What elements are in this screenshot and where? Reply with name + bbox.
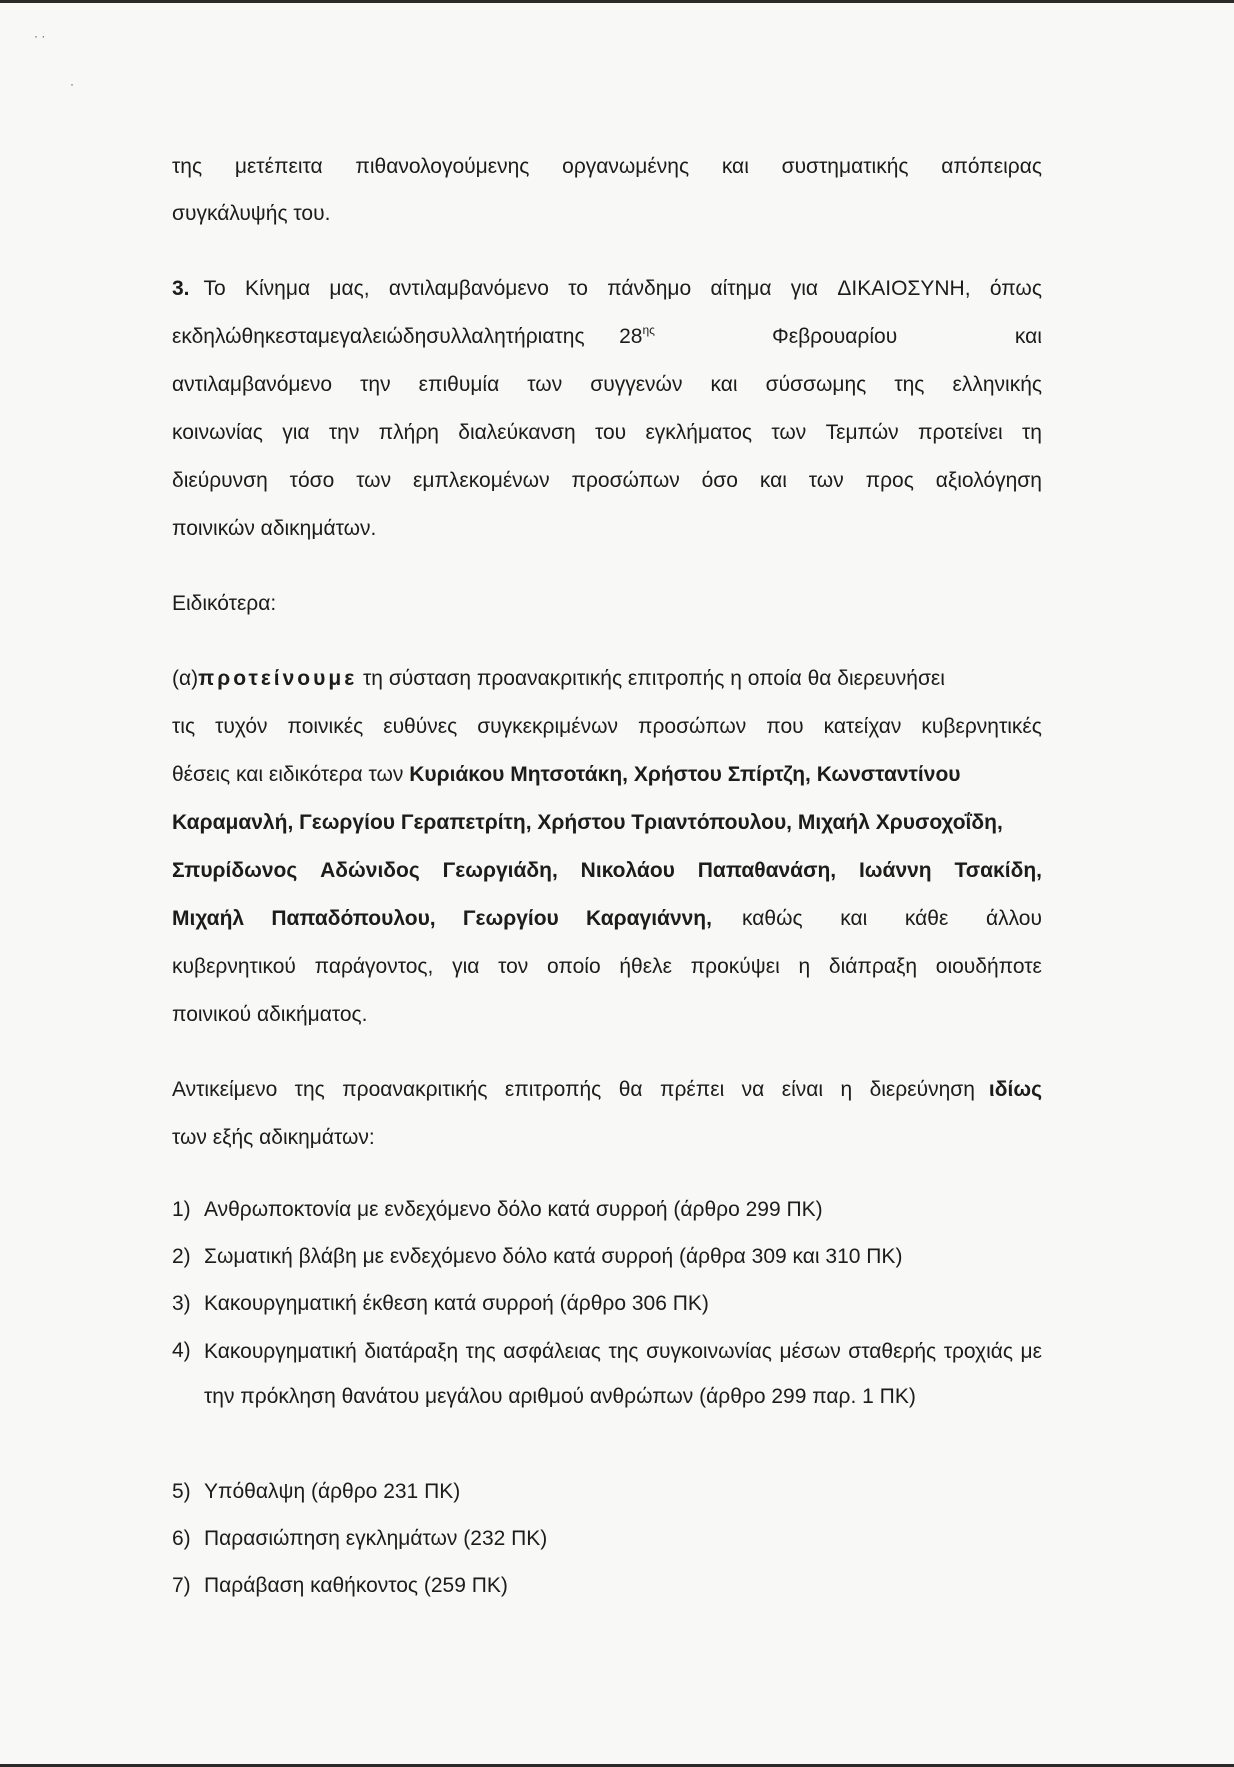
word: αίτημα [710,277,772,300]
list-item-number: 1) [172,1198,191,1221]
proposal-line-7 [172,950,1042,983]
word: οργανωμένης [562,155,690,178]
word: Φεβρουαρίου [771,325,898,348]
proposal-line-1-rest: τη σύσταση προανακριτικής επιτροπής η οποία θα διερευνήσει [357,667,945,690]
section3-line-1 [172,272,1042,305]
word: αξιολόγηση [935,469,1042,492]
list-item-text: Κακουργηματική διατάραξη της ασφάλειας της συγκοινωνίας μέσων σταθερής τροχιάς με την πρόκληση θανάτου μεγάλου αριθμού ανθρώπων (άρθρο 299 παρ. 1 ΠΚ) [204,1340,1042,1408]
word: Τεμπών [825,421,899,444]
list-item-text: Κακουργηματική έκθεση κατά συρροή (άρθρο 306 ΠΚ) [204,1292,709,1315]
proposal-line-6 [172,902,1042,935]
word: Καραγιάννη, [586,907,712,930]
word: των [808,469,844,492]
word: πιθανολογούμενης [355,155,530,178]
section3-line-4 [172,416,1042,449]
word: της [172,155,203,178]
word: κοινωνίας [172,421,263,444]
word: Μιχαήλ [172,907,245,930]
word: συστηματικής [781,155,909,178]
word: τυχόν [215,715,268,738]
word: η [840,1078,853,1101]
persons-list-part-1: Κυριάκου Μητσοτάκη, Χρήστου Σπίρτζη, Κωνσταντίνου [409,763,961,786]
list-item-number: 7) [172,1574,191,1597]
word: αντιλαμβανόμενο [172,373,333,396]
proposal-line-3-plain: θέσεις και ειδικότερα των [172,763,410,786]
word: προανακριτικής [342,1078,488,1101]
word: εκδηλώθηκε [172,325,285,348]
section3-line-2-after [772,320,1042,353]
word: εγκλήματος [645,421,753,444]
word: και [721,155,749,178]
word: τόσο [289,469,335,492]
proposal-line-2 [172,710,1042,743]
word: Αδώνιδος [320,859,420,882]
word: που [766,715,804,738]
word: θα [618,1078,643,1101]
proposal-verb: προτείνουμε [198,667,358,690]
word: κατείχαν [823,715,902,738]
word: επιτροπής [504,1078,602,1101]
persons-list-part-2: Καραμανλή, Γεωργίου Γεραπετρίτη, Χρήστου Τριαντόπουλου, Μιχαήλ Χρυσοχοΐδη, [172,811,1003,834]
proposal-line-8: ποινικού αδικήματος. [172,1003,368,1026]
word: και [1014,325,1042,348]
word: Παπαθανάση, [697,859,837,882]
word: Κίνημα [245,277,311,300]
word: Ιωάννη [858,859,932,882]
scan-edge-top [0,0,1234,3]
word: Νικολάου [580,859,675,882]
word: απόπειρας [941,155,1042,178]
word: κυβερνητικές [921,715,1042,738]
section3-line-6: ποινικών αδικημάτων. [172,517,377,540]
word: συγγενών [590,373,683,396]
word: Γεωργίου [462,907,559,930]
section-number: 3. [172,277,190,300]
word: Αντικείμενο [172,1078,278,1101]
word: Τσακίδη, [954,859,1042,882]
intro-line-2: συγκάλυψής του. [172,202,331,225]
word: εμπλεκομένων [412,469,550,492]
section3-line-5 [172,464,1042,497]
word: Σπυρίδωνος [172,859,298,882]
intro-line-1 [172,150,1042,183]
word: κυβερνητικού [172,955,296,978]
word: του [594,421,627,444]
word: της [294,1078,325,1101]
word: συγκεκριμένων [477,715,618,738]
list-item-number: 2) [172,1245,191,1268]
word: μας, [329,277,370,300]
word: όπως [989,277,1042,300]
word: την [360,373,391,396]
object-emphasis: ιδίως [988,1078,1042,1101]
list-item-number: 6) [172,1527,191,1550]
word: ποινικές [287,715,364,738]
section3-line-1-text [204,272,1042,305]
proposal-line-5 [172,854,1042,887]
word: για [790,277,819,300]
word: πλήρη [378,421,439,444]
word: των [771,421,807,444]
word: ευθύνες [383,715,458,738]
list-item-text: Σωματική βλάβη με ενδεχόμενο δόλο κατά συρροή (άρθρα 309 και 310 ΠΚ) [204,1245,903,1268]
scan-speck: · · [34,29,46,43]
word: προτείνει [917,421,1003,444]
word: παράγοντος, [314,955,434,978]
word: οιουδήποτε [935,955,1042,978]
proposal-line-3 [172,758,1042,791]
word: για [452,955,480,978]
word: ΔΙΚΑΙΟΣΥΝΗ, [837,277,971,300]
word: τον [498,955,529,978]
word: των [356,469,392,492]
word: και [759,469,787,492]
proposal-line-4 [172,806,1042,839]
word: διαλεύκανση [458,421,576,444]
object-line-1-plain [172,1073,975,1106]
list-item-number: 5) [172,1480,191,1503]
section3-line-2 [172,320,1042,353]
word: κάθε [904,907,949,930]
word: τις [172,715,196,738]
proposal-line-1 [172,662,1042,695]
word: μεγαλειώδη [317,325,427,348]
word: συλλαλητήρια [426,325,555,348]
word: ήθελε [619,955,672,978]
word: προς [865,469,914,492]
word: όσο [701,469,738,492]
word: να [741,1078,765,1101]
word: σύσσωμης [765,373,867,396]
word: επιθυμία [418,373,500,396]
list-item-text: Ανθρωποκτονία με ενδεχόμενο δόλο κατά συρροή (άρθρο 299 ΠΚ) [204,1198,823,1221]
word: προσώπων [571,469,680,492]
section3-line-3 [172,368,1042,401]
word: της [894,373,925,396]
word: και [840,907,868,930]
word: ελληνικής [952,373,1042,396]
object-line-1 [172,1073,1042,1106]
word: μετέπειτα [234,155,323,178]
object-line-2: των εξής αδικημάτων: [172,1126,375,1149]
proposal-label: (α) [172,667,199,690]
word: οποίο [547,955,601,978]
section3-line-2-before [172,320,585,353]
word: πάνδημο [607,277,692,300]
word: το [568,277,588,300]
word: Παπαδόπουλου, [271,907,436,930]
persons-list-part-4 [172,902,712,935]
word: τη [1021,421,1042,444]
word: προσώπων [637,715,747,738]
section3-date: $28^{\eta\varsigma}$ [619,323,655,348]
list-item-text: Παρασιώπηση εγκλημάτων (232 ΠΚ) [204,1527,548,1550]
list-item-number: 3) [172,1292,191,1315]
word: είναι [781,1078,824,1101]
word: στα [284,325,318,348]
scan-speck: · [70,77,74,91]
list-item-number: 4) [172,1339,191,1362]
word: διάπραξη [828,955,918,978]
word: της [554,325,585,348]
word: διεύρυνση [172,469,268,492]
word: και [710,373,738,396]
word: καθώς [742,907,803,930]
specifically-heading: Ειδικότερα: [172,592,277,615]
word: προκύψει [690,955,780,978]
word: την [328,421,360,444]
word: Το [203,277,226,300]
word: για [282,421,310,444]
word: διερεύνηση [869,1078,975,1101]
proposal-line-6-plain [742,902,1042,935]
word: Γεωργιάδη, [442,859,558,882]
word: αντιλαμβανόμενο [388,277,549,300]
word: των [527,373,563,396]
word: η [798,955,811,978]
word: πρέπει [659,1078,725,1101]
word: άλλου [985,907,1042,930]
list-item-text: Παράβαση καθήκοντος (259 ΠΚ) [204,1574,508,1597]
list-item-text: Υπόθαλψη (άρθρο 231 ΠΚ) [204,1480,461,1503]
